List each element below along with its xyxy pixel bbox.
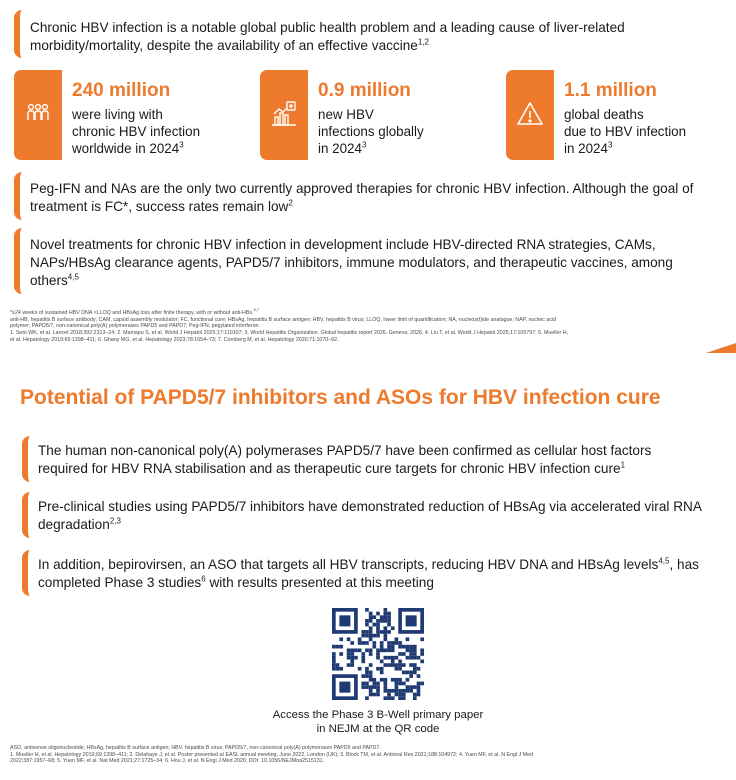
- point-text: In addition, bepirovirsen, an ASO that targets all HBV transcripts, reducing HBV DNA and HBsAg levels$^{4,5}$, has completed Phase 3 studies$^6$ with results presented at this meeting: [38, 556, 699, 590]
- stat-card-deaths: [506, 70, 726, 160]
- stat-value: 1.1 million: [564, 80, 657, 101]
- stat-icon-box: [14, 70, 62, 160]
- stat-card-people: [14, 70, 234, 160]
- point-card: [22, 436, 714, 482]
- bar-chart-plus-icon: [268, 98, 300, 130]
- novel-treatments-card: [14, 228, 714, 294]
- corner-accent-shape: [706, 343, 736, 353]
- qr-caption: Access the Phase 3 B-Well primary paper in NEJM at the QR code: [272, 709, 484, 735]
- therapies-card: [14, 172, 714, 220]
- warning-icon: [514, 98, 546, 130]
- qr-code[interactable]: [332, 608, 424, 700]
- stat-icon-box: [506, 70, 554, 160]
- stat-value: 0.9 million: [318, 80, 411, 101]
- point-text: Pre-clinical studies using PAPD5/7 inhibitors have demonstrated reduction of HBsAg via accelerated viral RNA degradation$^{2,3}$: [38, 499, 702, 532]
- stat-card-infections: [260, 70, 480, 160]
- stat-description: new HBV infections globally in 2024$^3$: [318, 107, 424, 156]
- people-icon: [22, 98, 54, 130]
- intro-text: Chronic HBV infection is a notable global public health problem and a leading cause of liver-related morbidity/mortality, despite the availability of an effective vaccine$^{1,2}$: [30, 20, 625, 53]
- footnotes-bottom: ASO, antisense oligonucleotide; HBsAg, hepatitis B surface antigen; HBV, hepatitis B virus; PAPD5/7, non-canonical poly(A) polymerases PAPD5 and PAPD7. 1. Mueller H, et al. Hepatology 2019;69:1398–411; 2. Delahaye J, et al. Poster presented at EASL annual meeting, June 2022, London (UK); 3. Block TM, et al. Antiviral Res 2021;188:104972; 4. Yuen MF, et al. N Engl J Med 2022;387:1957–68; 5. Yuen MF, et al. Nat Med 2021;27:1725–34; 6. Hou J, et al. N Engl J Med 2026; DOI: 10.1056/NEJMoa2515131.: [10, 745, 534, 765]
- intro-card: [14, 10, 714, 58]
- stat-description: were living with chronic HBV infection worldwide in 2024$^3$: [72, 107, 201, 156]
- novel-treatments-text: Novel treatments for chronic HBV infection in development include HBV-directed RNA strategies, CAMs, NAPs/HBsAg clearance agents, PAPD5/7 inhibitors, immune modulators, and therapeutic vaccines, among others$^{4,5}$: [30, 237, 673, 288]
- stat-description: global deaths due to HBV infection in 2024$^3$: [564, 107, 687, 156]
- footnotes-top: *≥24 weeks of sustained HBV DNA <LLOQ and HBsAg loss after finite therapy, with or without anti-HBs.$^{6,7}$ anti-HB, hepatitis B surface antibody; CAM, capsid assembly modulator; FC, functional cure; HBsAg, hepatitis B surface antigen; HBV, hepatitis B virus; LLOQ, lower limit of quantification; NA, nucleos(t)ide analogue; NAP, nucleic acid polymer; PAPD5/7, non-canonical poly(A) polymerases PAPD5 and PAPD7; Peg-IFN, pegylated interferon. 1. Seto WK, et al. Lancet 2018;392:2313–24; 2. Mamapu S, et al. World J Hepatol 2025;17:110107; 3. World Hepatitis Organization. Global hepatitis report 2026. Geneva; 2026; 4. Liu T, et al. World J Hepatol 2025;17:105797; 5. Mueller H, et al. Hepatology 2019;69:1398–411; 6. Ghany MG, et al. Hepatology 2023;78:1654–73; 7. Cornberg M, et al. Hepatology 2020;71:1070–92.: [10, 307, 569, 343]
- therapies-text: Peg-IFN and NAs are the only two currently approved therapies for chronic HBV infection. Although the goal of treatment is FC*, success rates remain low$^2$: [30, 181, 694, 214]
- stat-value: 240 million: [72, 80, 171, 101]
- point-text: The human non-canonical poly(A) polymerases PAPD5/7 have been confirmed as cellular host factors required for HBV RNA stabilisation and as therapeutic cure targets for chronic HBV infection cure$^1$: [38, 443, 652, 476]
- point-card: [22, 550, 714, 596]
- point-card: [22, 492, 714, 538]
- stat-icon-box: [260, 70, 308, 160]
- section-heading: Potential of PAPD5/7 inhibitors and ASOs for HBV infection cure: [20, 386, 661, 409]
